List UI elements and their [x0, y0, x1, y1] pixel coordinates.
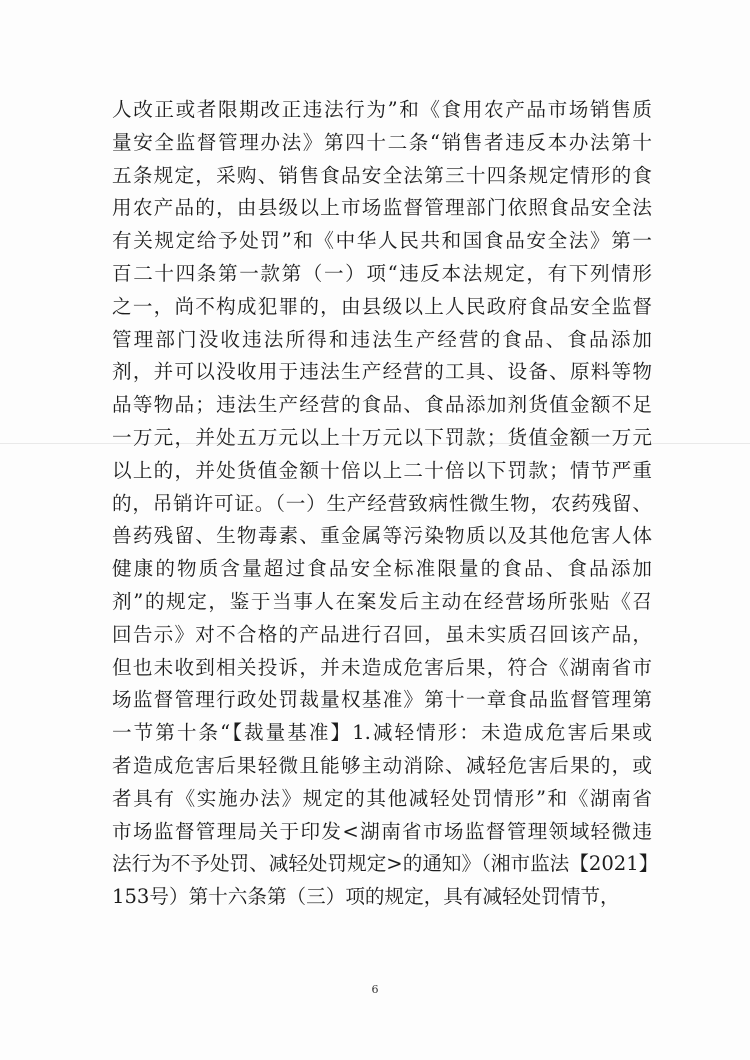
text-line: 用农产品的，由县级以上市场监督管理部门依照食品安全法 [112, 196, 652, 220]
text-line: 剂，并可以没收用于违法生产经营的工具、设备、原料等物 [112, 360, 652, 384]
text-line: 兽药残留、生物毒素、重金属等污染物质以及其他危害人体 [112, 524, 652, 548]
text-line: 153号）第十六条第（三）项的规定，具有减轻处罚情节， [112, 885, 620, 909]
bleed-through-mark [0, 548, 112, 556]
text-line: 五条规定，采购、销售食品安全法第三十四条规定情形的食 [112, 163, 652, 187]
text-line: 但也未收到相关投诉，并未造成危害后果，符合《湖南省市 [112, 655, 652, 679]
text-line: 回告示》对不合格的产品进行召回，虽未实质召回该产品， [112, 622, 652, 646]
text-line: 者具有《实施办法》规定的其他减轻处罚情形”和《湖南省 [112, 786, 652, 810]
text-line: 市场监督管理局关于印发<湖南省市场监督管理领域轻微违 [112, 819, 652, 843]
body-text [112, 94, 659, 914]
bleed-through-mark [0, 514, 112, 522]
text-line: 品等物品；违法生产经营的食品、食品添加剂货值金额不足 [112, 393, 652, 417]
text-line: 有关规定给予处罚”和《中华人民共和国食品安全法》第一 [112, 229, 652, 253]
text-line: 量安全监督管理办法》第四十二条“销售者违反本办法第十 [112, 130, 652, 154]
text-line: 人改正或者限期改正违法行为”和《食用农产品市场销售质 [112, 98, 652, 121]
text-line: 场监督管理行政处罚裁量权基准》第十一章食品监督管理第 [112, 688, 652, 712]
text-line: 健康的物质含量超过食品安全标准限量的食品、食品添加 [112, 557, 652, 581]
page-number: 6 [371, 983, 379, 996]
text-line: 一节第十条“【裁量基准】1.减轻情形：未造成危害后果或 [112, 721, 652, 745]
text-line: 管理部门没收违法所得和违法生产经营的食品、食品添加 [112, 327, 652, 351]
text-line: 法行为不予处罚、减轻处罚规定>的通知》（湘市监法【2021】 [112, 852, 659, 876]
text-line: 者造成危害后果轻微且能够主动消除、减轻危害后果的，或 [112, 753, 652, 777]
text-line: 之一，尚不构成犯罪的，由县级以上人民政府食品安全监督 [112, 294, 652, 318]
text-line: 的，吊销许可证。（一）生产经营致病性微生物，农药残留、 [112, 491, 652, 515]
text-line: 以上的，并处货值金额十倍以上二十倍以下罚款；情节严重 [112, 458, 652, 482]
text-line: 剂”的规定，鉴于当事人在案发后主动在经营场所张贴《召 [112, 589, 652, 613]
text-line: 一万元，并处五万元以上十万元以下罚款；货值金额一万元 [112, 425, 652, 449]
text-line: 百二十四条第一款第（一）项“违反本法规定，有下列情形 [112, 261, 652, 285]
